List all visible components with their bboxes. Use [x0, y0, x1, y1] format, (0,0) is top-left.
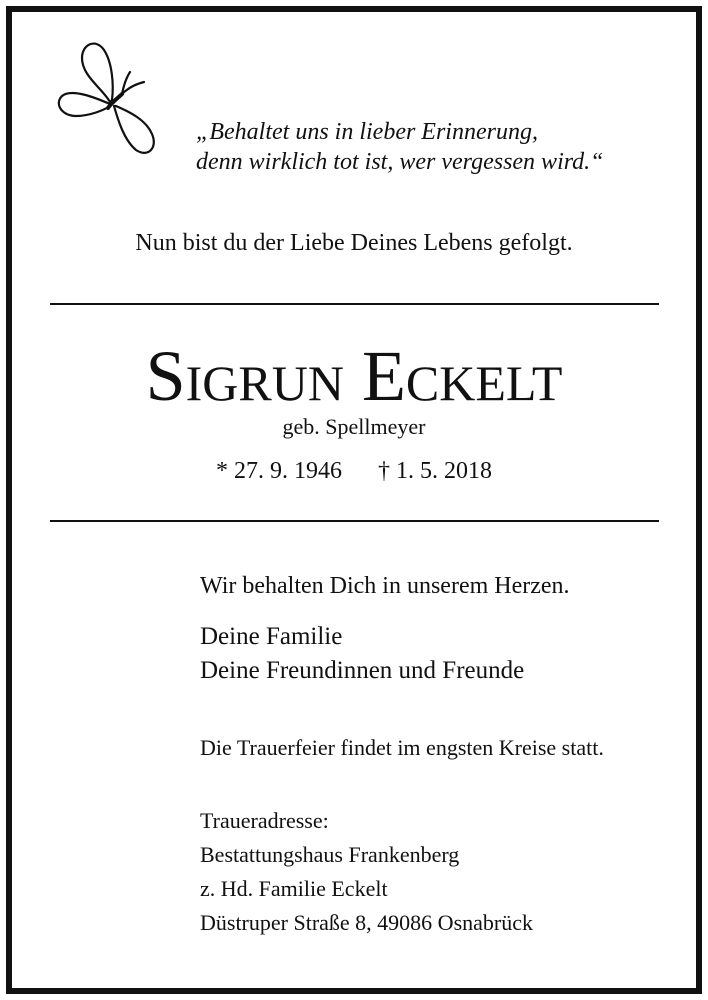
- signers: [200, 620, 524, 688]
- butterfly-icon: [52, 36, 168, 160]
- quote-line-1: „Behaltet uns in lieber Erinnerung,: [196, 119, 538, 145]
- quote-line-2: denn wirklich tot ist, wer vergessen wird.“: [196, 149, 604, 175]
- address-line: z. Hd. Familie Eckelt: [200, 876, 388, 901]
- birth-date: * 27. 9. 1946: [216, 458, 342, 484]
- farewell-text: Wir behalten Dich in unserem Herzen.: [200, 573, 570, 599]
- top-divider: [50, 303, 659, 305]
- quote: [196, 117, 604, 177]
- birth-name: geb. Spellmeyer: [282, 414, 426, 439]
- address-label: Traueradresse:: [200, 808, 329, 833]
- mourning-address: [200, 804, 533, 940]
- life-dates: [0, 456, 708, 486]
- address-line: Düstruper Straße 8, 49086 Osnabrück: [200, 910, 533, 935]
- death-date: † 1. 5. 2018: [378, 458, 492, 484]
- signer-family: Deine Familie: [200, 623, 343, 650]
- ceremony-note: Die Trauerfeier findet im engsten Kreise statt.: [200, 735, 604, 760]
- signer-friends: Deine Freundinnen und Freunde: [200, 657, 525, 684]
- bottom-divider: [50, 520, 659, 522]
- address-line: Bestattungshaus Frankenberg: [200, 842, 460, 867]
- intro-text: Nun bist du der Liebe Deines Lebens gefolgt.: [135, 230, 573, 256]
- deceased-name: Sigrun Eckelt: [145, 336, 563, 416]
